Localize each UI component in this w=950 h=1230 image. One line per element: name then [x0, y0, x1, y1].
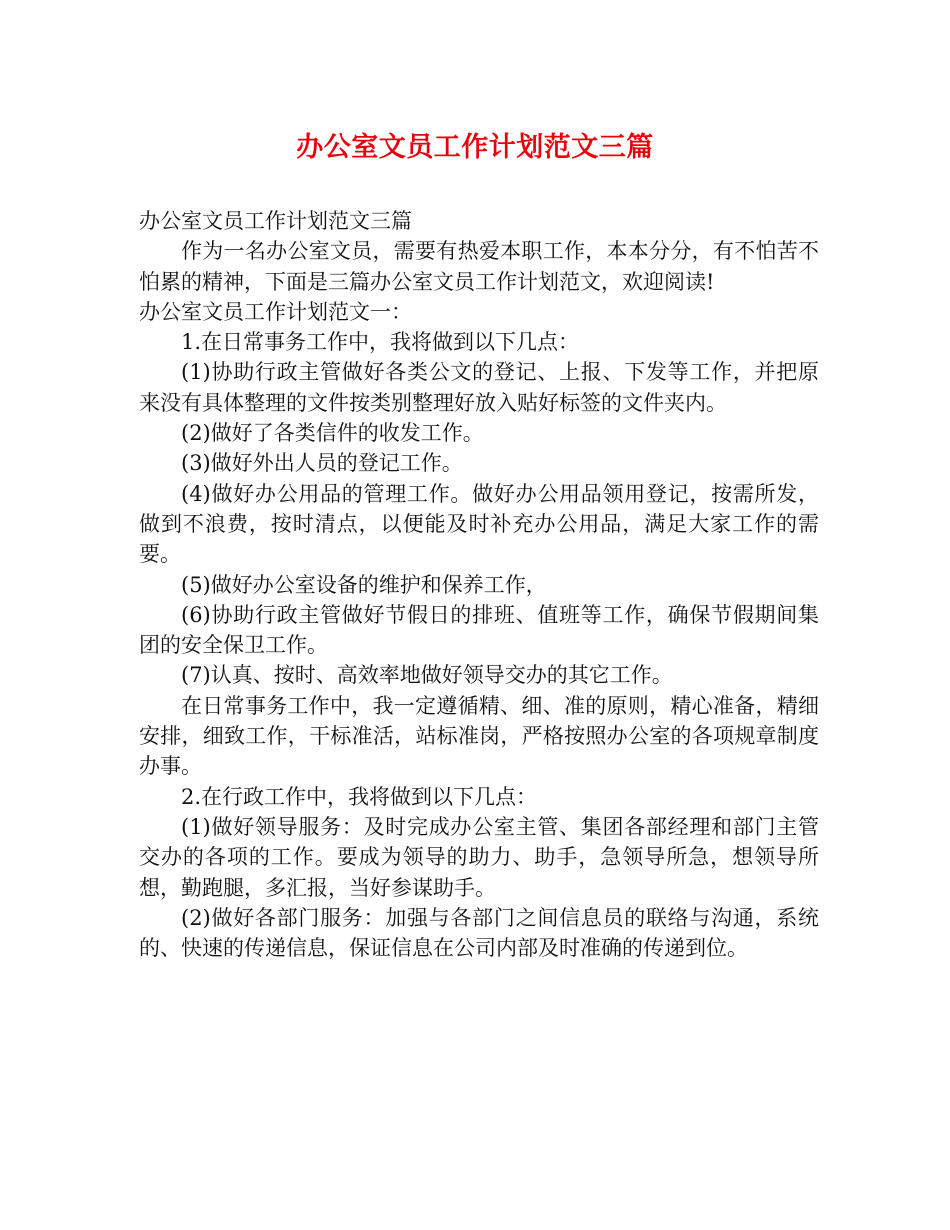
paragraph: 2.在行政工作中，我将做到以下几点： [181, 784, 538, 809]
paragraph: (4)做好办公用品的管理工作。做好办公用品领用登记，按需所发，做到不浪费，按时清点，以便能及时补充办公用品，满足大家工作的需要。 [139, 481, 819, 567]
paragraph: (6)协助行政主管做好节假日的排班、值班等工作，确保节假期间集团的安全保卫工作。 [139, 602, 819, 658]
page-title: 办公室文员工作计划范文三篇 [296, 132, 654, 163]
paragraph: (7)认真、按时、高效率地做好领导交办的其它工作。 [181, 663, 673, 688]
paragraph: 作为一名办公室文员，需要有热爱本职工作，本本分分，有不怕苦不怕累的精神，下面是三篇办公室文员工作计划范文，欢迎阅读! [139, 239, 819, 294]
paragraph: (2)做好各部门服务：加强与各部门之间信息员的联络与沟通，系统的、快速的传递信息，保证信息在公司内部及时准确的传递到位。 [139, 905, 819, 961]
paragraph: (5)做好办公室设备的维护和保养工作， [181, 572, 547, 597]
paragraph: (1)做好领导服务：及时完成办公室主管、集团各部经理和部门主管交办的各项的工作。要成为领导的助力、助手，急领导所急，想领导所想，勤跑腿，多汇报，当好参谋助手。 [139, 814, 819, 900]
document-body [139, 206, 819, 963]
paragraph: 办公室文员工作计划范文三篇 [139, 209, 412, 233]
paragraph: 1.在日常事务工作中，我将做到以下几点： [181, 330, 580, 355]
paragraph: 在日常事务工作中，我一定遵循精、细、准的原则，精心准备，精细安排，细致工作，干标准活，站标准岗，严格按照办公室的各项规章制度办事。 [139, 693, 819, 779]
paragraph: (1)协助行政主管做好各类公文的登记、上报、下发等工作，并把原来没有具体整理的文件按类别整理好放入贴好标签的文件夹内。 [139, 360, 819, 415]
paragraph: (3)做好外出人员的登记工作。 [181, 451, 463, 476]
paragraph: 办公室文员工作计划范文一： [139, 299, 412, 324]
paragraph: (2)做好了各类信件的收发工作。 [181, 421, 484, 446]
